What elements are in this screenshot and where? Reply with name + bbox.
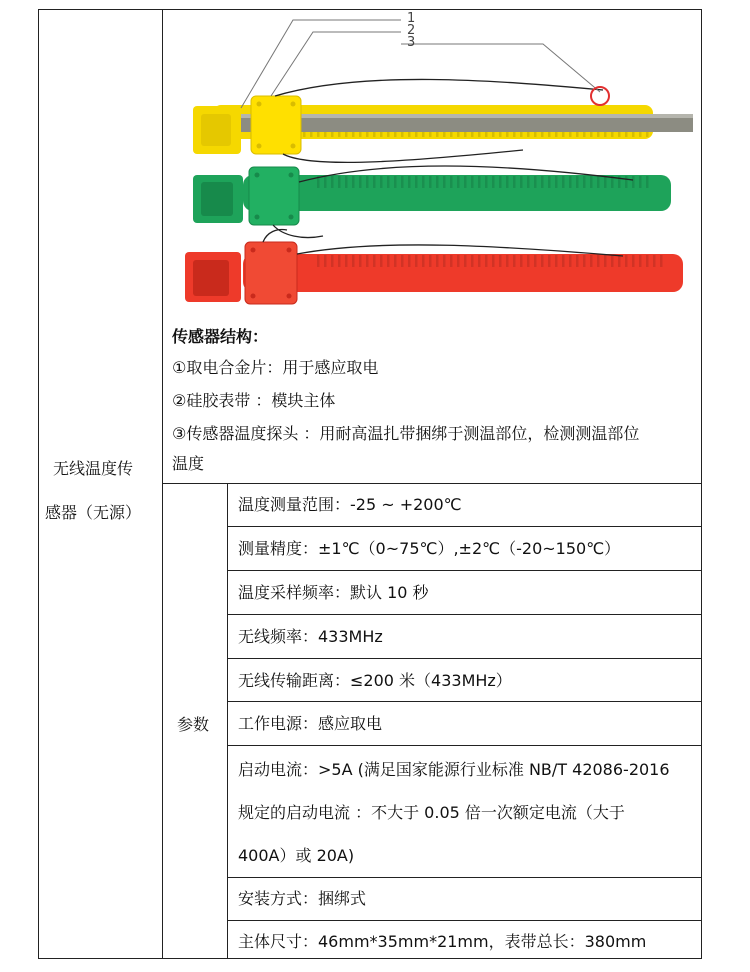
param-start-current-line-2: 规定的启动电流 ：不大于 0.05 倍一次额定电流（大于 [238,803,625,822]
row-divider [227,570,702,571]
param-dimensions: 主体尺寸：46mm*35mm*21mm，表带总长：380mm [238,932,647,951]
red-sensor-strap [185,230,683,305]
callout-1: 1 [407,11,416,26]
green-sensor-strap [193,166,671,238]
row-divider [227,701,702,702]
section-divider [162,483,702,484]
structure-item-3: ③传感器温度探头 ：用耐高温扎带捆绑于测温部位，检测测温部位 [172,424,640,443]
param-sample-rate: 温度采样频率：默认 10 秒 [238,583,429,602]
row-divider [227,745,702,746]
row-divider [227,658,702,659]
row-divider [227,614,702,615]
structure-item-1: ①取电合金片：用于感应取电 [172,358,379,377]
structure-heading: 传感器结构： [172,327,269,346]
param-start-current-line-3: 400A）或 20A) [238,846,355,865]
yellow-sensor-strap [193,79,693,162]
param-install: 安装方式：捆绑式 [238,889,367,908]
param-temp-range: 温度测量范围：-25 ~ +200℃ [238,495,462,514]
param-wireless-range: 无线传输距离：≤200 米（433MHz） [238,671,512,690]
row-label-line-2: 感器（无源） [45,503,142,522]
row-label-line-1: 无线温度传 [53,459,134,478]
row-divider [227,877,702,878]
row-divider [227,920,702,921]
params-label: 参数 [177,715,210,734]
callout-2: 2 [407,23,416,38]
callout-lines [241,20,600,108]
structure-item-2: ②硅胶表带 ：模块主体 [172,391,336,410]
structure-item-3-cont: 温度 [172,454,205,473]
product-photo [163,10,701,330]
param-power: 工作电源：感应取电 [238,714,383,733]
param-start-current-line-1: 启动电流：>5A (满足国家能源行业标准 NB/T 42086-2016 [238,760,670,779]
row-divider [227,526,702,527]
callout-3: 3 [407,35,416,50]
param-wireless-freq: 无线频率：433MHz [238,627,383,646]
param-accuracy: 测量精度：±1℃（0~75℃）,±2℃（-20~150℃） [238,539,621,558]
col-divider-2 [227,483,228,959]
